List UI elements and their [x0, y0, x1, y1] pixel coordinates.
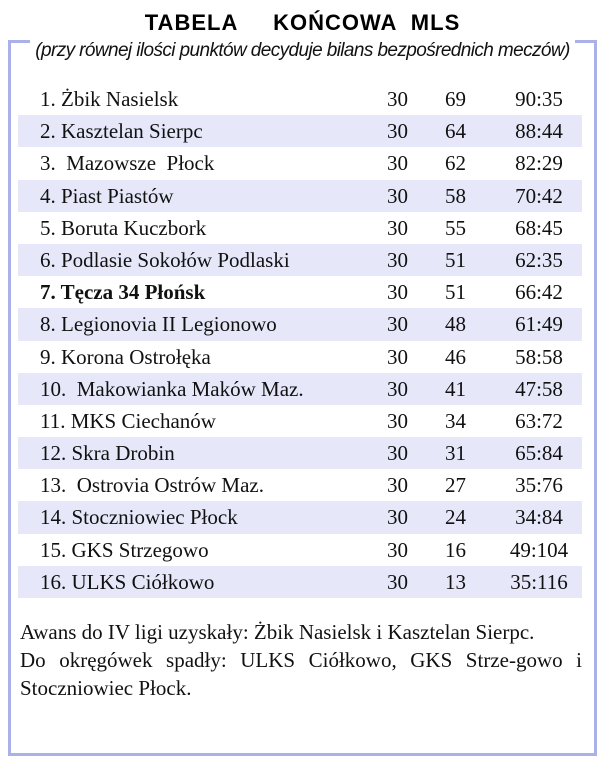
- table-title: TABELA KOŃCOWA MLS: [144, 10, 461, 35]
- table-row-highlighted: [18, 276, 582, 308]
- points: 51: [445, 280, 466, 305]
- points: 13: [445, 569, 466, 594]
- table-row: [18, 308, 582, 340]
- goal-balance: 62:35: [515, 247, 563, 272]
- goal-balance: 70:42: [515, 183, 563, 208]
- team-name: 6. Podlasie Sokołów Podlaski: [40, 247, 290, 272]
- games-played: 30: [387, 408, 408, 433]
- points: 62: [445, 151, 466, 176]
- table-row: [18, 180, 582, 212]
- games-played: 30: [387, 376, 408, 401]
- table-row: [18, 147, 582, 179]
- goal-balance: 49:104: [509, 537, 569, 562]
- games-played: 30: [387, 344, 408, 369]
- team-name: 1. Żbik Nasielsk: [40, 87, 179, 111]
- games-played: 30: [387, 505, 408, 530]
- games-played: 30: [387, 569, 408, 594]
- team-name: 15. GKS Strzegowo: [40, 537, 209, 562]
- points: 64: [445, 119, 466, 144]
- standings-table: [18, 83, 582, 598]
- team-name: 9. Korona Ostrołęka: [40, 344, 211, 369]
- points: 46: [445, 344, 466, 369]
- team-name: 7. Tęcza 34 Płońsk: [40, 280, 206, 305]
- points: 24: [445, 505, 466, 530]
- games-played: 30: [387, 151, 408, 176]
- games-played: 30: [387, 537, 408, 562]
- goal-balance: 61:49: [515, 312, 563, 337]
- points: 58: [445, 183, 466, 208]
- goal-balance: 35:116: [510, 569, 568, 594]
- table-row: [18, 212, 582, 244]
- table-row: [18, 534, 582, 566]
- goal-balance: 35:76: [515, 473, 563, 498]
- team-name: 2. Kasztelan Sierpc: [40, 119, 203, 144]
- team-name: 4. Piast Piastów: [40, 183, 174, 208]
- table-row: [18, 83, 582, 115]
- goal-balance: 90:35: [515, 87, 563, 111]
- points: 34: [445, 408, 466, 433]
- points: 27: [445, 473, 466, 498]
- promotion-note: Awans do IV ligi uzyskały: Żbik Nasielsk i Kasztelan Sierpc.: [20, 620, 535, 644]
- table-subtitle: (przy równej ilości punktów decyduje bilans bezpośrednich meczów): [35, 40, 570, 61]
- games-played: 30: [387, 87, 408, 111]
- team-name: 16. ULKS Ciółkowo: [40, 569, 215, 594]
- table-row: [18, 501, 582, 533]
- points: 51: [445, 247, 466, 272]
- team-name: 8. Legionovia II Legionowo: [40, 312, 277, 337]
- games-played: 30: [387, 280, 408, 305]
- goal-balance: 82:29: [515, 151, 563, 176]
- team-name: 5. Boruta Kuczbork: [40, 215, 207, 240]
- points: 41: [445, 376, 466, 401]
- table-row: [18, 341, 582, 373]
- goal-balance: 66:42: [515, 280, 563, 305]
- team-name: 12. Skra Drobin: [40, 441, 175, 466]
- games-played: 30: [387, 183, 408, 208]
- relegation-note: Do okręgówek spadły: ULKS Ciółkowo, GKS Strze-gowo i Stoczniowiec Płock.: [20, 648, 582, 700]
- games-played: 30: [387, 215, 408, 240]
- games-played: 30: [387, 441, 408, 466]
- team-name: 14. Stoczniowiec Płock: [40, 505, 238, 530]
- table-row: [18, 405, 582, 437]
- table-row: [18, 373, 582, 405]
- table-row: [18, 244, 582, 276]
- games-played: 30: [387, 312, 408, 337]
- table-row: [18, 437, 582, 469]
- table-row: [18, 469, 582, 501]
- points: 69: [445, 87, 466, 111]
- league-notes: [20, 618, 582, 702]
- goal-balance: 34:84: [515, 505, 563, 530]
- goal-balance: 68:45: [515, 215, 563, 240]
- table-row: [18, 566, 582, 598]
- goal-balance: 88:44: [515, 119, 563, 144]
- table-row: [18, 115, 582, 147]
- goal-balance: 58:58: [515, 344, 563, 369]
- team-name: 3. Mazowsze Płock: [40, 151, 215, 176]
- points: 48: [445, 312, 466, 337]
- points: 31: [445, 441, 466, 466]
- goal-balance: 63:72: [515, 408, 563, 433]
- goal-balance: 47:58: [515, 376, 563, 401]
- games-played: 30: [387, 247, 408, 272]
- points: 55: [445, 215, 466, 240]
- team-name: 10. Makowianka Maków Maz.: [40, 376, 304, 401]
- team-name: 11. MKS Ciechanów: [40, 408, 216, 433]
- games-played: 30: [387, 473, 408, 498]
- team-name: 13. Ostrovia Ostrów Maz.: [40, 473, 264, 498]
- goal-balance: 65:84: [515, 441, 563, 466]
- games-played: 30: [387, 119, 408, 144]
- points: 16: [445, 537, 466, 562]
